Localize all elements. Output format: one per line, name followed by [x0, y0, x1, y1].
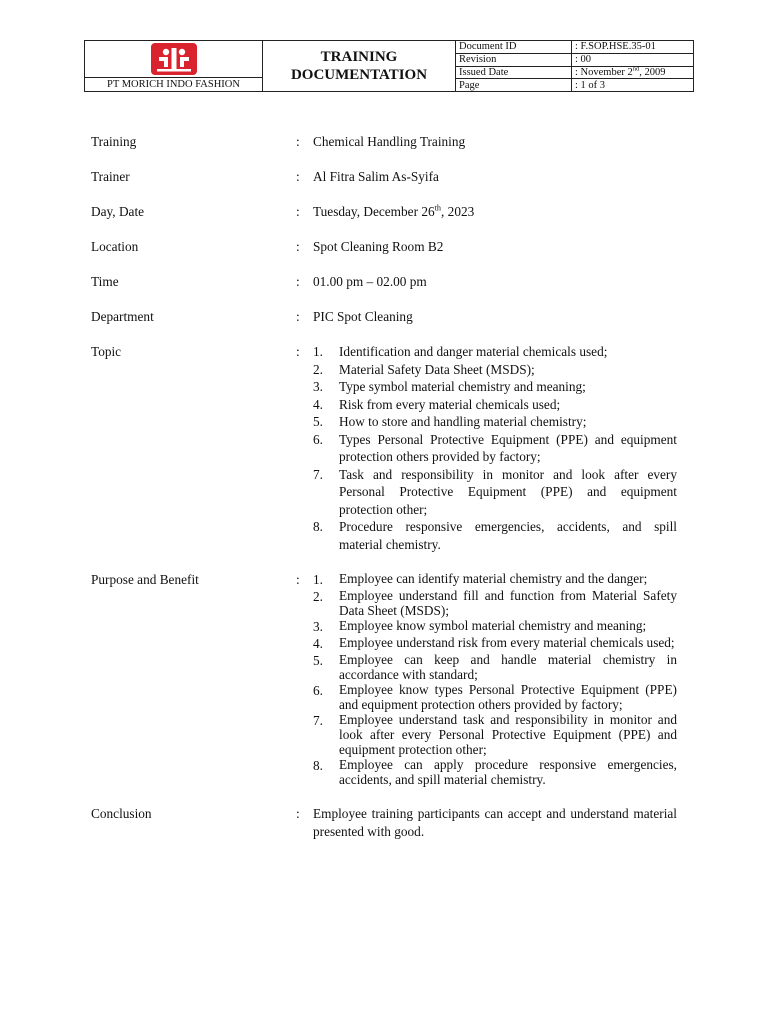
- list-item: 5. How to store and handling material chemistry;: [313, 414, 587, 429]
- list-item: 5. Employee can keep and handle material chemistry in accordance with standard;: [313, 652, 677, 682]
- document-body: [91, 133, 677, 841]
- field-value: PIC Spot Cleaning: [313, 309, 413, 324]
- field-label: Training: [91, 134, 137, 149]
- field-colon: :: [296, 134, 300, 149]
- field-colon: :: [296, 309, 300, 324]
- field-colon: :: [296, 239, 300, 254]
- info-label: Page: [456, 79, 572, 91]
- field-value: 01.00 pm – 02.00 pm: [313, 274, 427, 289]
- field-topic: [91, 343, 677, 553]
- field-value: Employee training participants can accept and understand material presented with good.: [313, 806, 677, 839]
- list-item: 3. Type symbol material chemistry and meaning;: [313, 379, 586, 394]
- field-department: [91, 308, 677, 325]
- company-cell: [85, 41, 263, 91]
- list-item: 4. Risk from every material chemicals used;: [313, 396, 561, 412]
- list-item: 2. Material Safety Data Sheet (MSDS);: [313, 361, 535, 377]
- field-value: Tuesday, December 26th, 2023: [313, 203, 475, 219]
- list-item: 8. Procedure responsive emergencies, accidents, and spill material chemistry.: [313, 519, 677, 552]
- field-value: Al Fitra Salim As-Syifa: [313, 169, 439, 184]
- list-item: 4. Employee understand risk from every material chemicals used;: [313, 635, 675, 651]
- document-info-table: [456, 41, 693, 91]
- field-colon: :: [296, 344, 300, 359]
- info-row-page: [456, 79, 693, 91]
- list-item: 8. Employee can apply procedure responsive emergencies, accidents, and spill material chemistry.: [313, 757, 677, 787]
- list-item: 1. Identification and danger material chemicals used;: [313, 344, 608, 359]
- field-value: Spot Cleaning Room B2: [313, 239, 444, 254]
- info-value: : F.SOP.HSE.35-01: [575, 41, 656, 53]
- field-label: Day, Date: [91, 204, 145, 219]
- list-item: 6. Types Personal Protective Equipment (PPE) and equipment protection others provided by factory;: [313, 431, 677, 464]
- field-label: Purpose and Benefit: [91, 572, 199, 587]
- logo-cell: [85, 41, 262, 77]
- field-value: Chemical Handling Training: [313, 134, 466, 149]
- topic-list: [313, 343, 677, 553]
- info-value: : November 2nd, 2009: [575, 65, 666, 78]
- field-colon: :: [296, 274, 300, 289]
- field-day-date: [91, 203, 677, 220]
- info-row-issued-date: [456, 67, 693, 80]
- list-item: 6. Employee know types Personal Protective Equipment (PPE) and equipment protection others provided by factory;: [313, 682, 677, 712]
- info-label: Revision: [456, 54, 572, 66]
- field-training: [91, 133, 677, 150]
- field-label: Time: [91, 274, 119, 289]
- list-item: 1. Employee can identify material chemistry and the danger;: [313, 571, 648, 587]
- field-trainer: [91, 168, 677, 185]
- info-value: : 00: [575, 54, 592, 66]
- document-title: [263, 41, 456, 91]
- document-header: [84, 40, 694, 92]
- field-colon: :: [296, 806, 300, 821]
- list-item: 7. Employee understand task and responsibility in monitor and look after every Personal Protective Equipment (PPE) and equipment protection other;: [313, 712, 677, 757]
- field-purpose-benefit: [91, 571, 677, 787]
- field-label: Department: [91, 309, 154, 324]
- company-logo-icon: [151, 43, 197, 75]
- info-value: : 1 of 3: [575, 79, 606, 91]
- field-label: Topic: [91, 344, 122, 359]
- field-label: Trainer: [91, 169, 130, 184]
- field-location: [91, 238, 677, 255]
- field-conclusion: [91, 805, 677, 841]
- list-item: 3. Employee know symbol material chemistry and meaning;: [313, 618, 647, 634]
- info-label: Issued Date: [456, 67, 572, 79]
- info-row-document-id: [456, 41, 693, 54]
- list-item: 2. Employee understand fill and function from Material Safety Data Sheet (MSDS);: [313, 588, 677, 618]
- list-item: 7. Task and responsibility in monitor and look after every Personal Protective Equipment (PPE) and equipment protection other;: [313, 466, 677, 517]
- field-colon: :: [296, 204, 300, 219]
- title-line-1: TRAINING: [320, 49, 398, 65]
- field-colon: :: [296, 572, 300, 587]
- field-label: Location: [91, 239, 139, 254]
- field-label: Conclusion: [91, 806, 152, 821]
- company-name: PT MORICH INDO FASHION: [85, 77, 262, 91]
- title-line-2: DOCUMENTATION: [290, 67, 428, 83]
- info-label: Document ID: [456, 41, 572, 53]
- field-time: [91, 273, 677, 290]
- purpose-list: [313, 571, 677, 787]
- info-row-revision: [456, 54, 693, 67]
- field-colon: :: [296, 169, 300, 184]
